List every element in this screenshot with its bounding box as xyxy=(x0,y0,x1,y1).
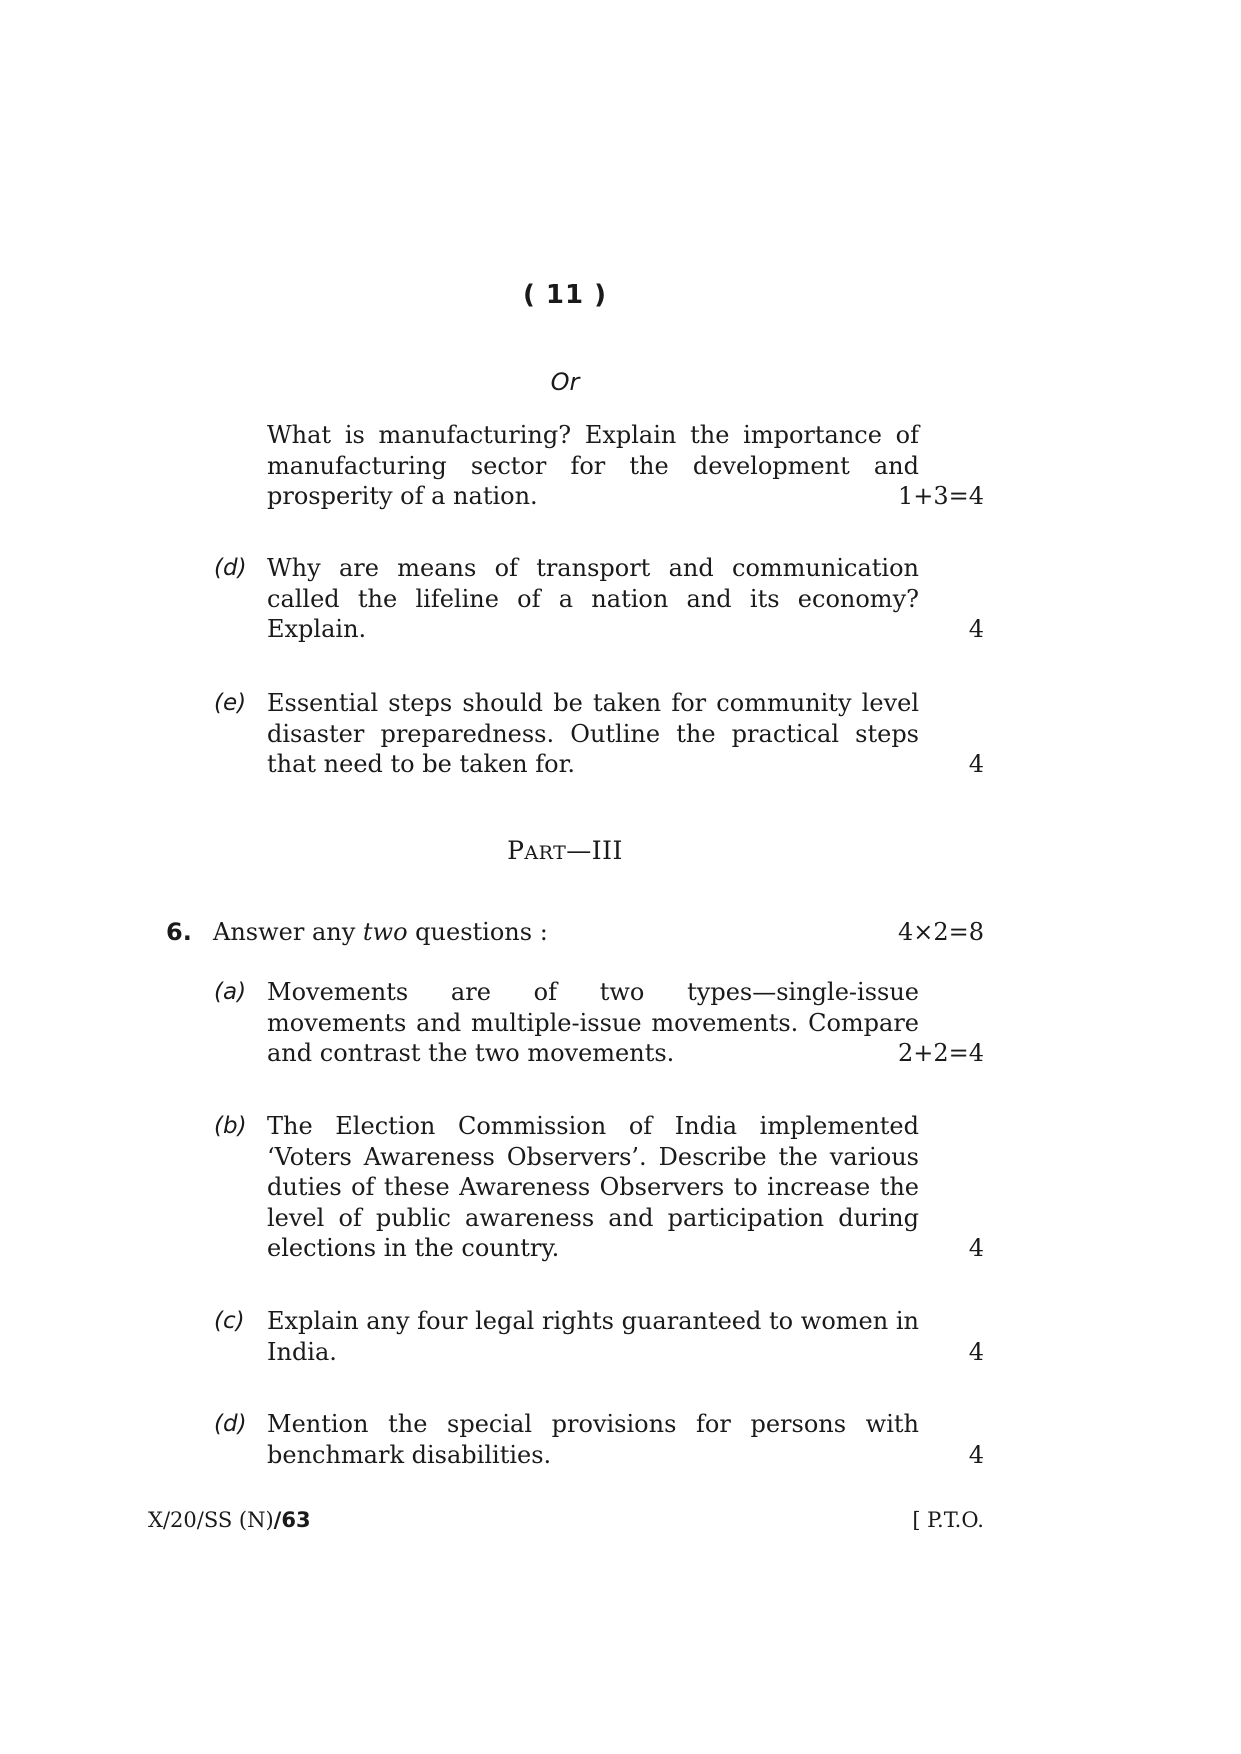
question-5d xyxy=(214,553,984,645)
question-instruction xyxy=(213,917,984,947)
question-marks: 4 xyxy=(968,750,984,778)
question-or-manufacturing xyxy=(214,420,984,512)
page-number: ( 11 ) xyxy=(522,280,608,310)
question-marks: 4×2=8 xyxy=(897,918,984,946)
question-text: The Election Commission of India implemented ‘Voters Awareness Observers’. Describe the various duties of these Awareness Observers to increase the level of public awareness and participation during elections in the country. xyxy=(267,1112,919,1262)
instruction-part: questions : xyxy=(407,918,548,946)
question-6b xyxy=(214,1111,984,1264)
question-marks: 4 xyxy=(968,1440,984,1469)
question-label: (c) xyxy=(214,1308,245,1334)
instruction-part: Answer any xyxy=(213,918,363,946)
paper-code-prefix: X/20/SS (N) xyxy=(148,1508,274,1532)
paper-code-number: /63 xyxy=(273,1508,311,1532)
question-text: Essential steps should be taken for community level disaster preparedness. Outline the practical steps that need to be taken for. xyxy=(267,689,919,778)
question-6c xyxy=(214,1306,984,1367)
question-label: (a) xyxy=(214,979,247,1005)
part-heading xyxy=(0,836,1130,865)
question-text: Why are means of transport and communication called the lifeline of a nation and its economy? Explain. xyxy=(267,554,919,643)
question-label: (d) xyxy=(214,555,247,581)
question-6a xyxy=(214,977,984,1069)
paper-code xyxy=(148,1508,311,1532)
pto-label: [ P.T.O. xyxy=(912,1508,984,1532)
question-5e xyxy=(214,688,984,780)
part-heading-numeral: —III xyxy=(566,836,623,865)
part-heading-small-caps: ART xyxy=(524,842,567,864)
question-marks: 2+2=4 xyxy=(897,1039,984,1067)
question-6 xyxy=(166,917,984,947)
instruction-emphasis: two xyxy=(362,918,408,946)
question-text: Explain any four legal rights guaranteed to women in India. xyxy=(267,1307,919,1366)
question-number: 6. xyxy=(166,918,192,946)
question-marks: 1+3=4 xyxy=(897,482,984,510)
question-text: Movements are of two types—single-issue movements and multiple-issue movements. Compare and contrast the two movements. xyxy=(267,978,919,1067)
question-text: Mention the special provisions for persons with benchmark disabilities. xyxy=(267,1410,919,1469)
question-marks: 4 xyxy=(968,1234,984,1262)
question-label: (d) xyxy=(214,1411,247,1437)
or-label: Or xyxy=(550,368,580,396)
part-heading-first-letter: P xyxy=(507,836,525,865)
question-marks: 4 xyxy=(968,615,984,643)
question-label: (e) xyxy=(214,690,247,716)
question-label: (b) xyxy=(214,1113,247,1139)
question-6d xyxy=(214,1409,984,1470)
question-text: What is manufacturing? Explain the importance of manufacturing sector for the development and prosperity of a nation. xyxy=(267,421,919,510)
question-marks: 4 xyxy=(968,1337,984,1366)
